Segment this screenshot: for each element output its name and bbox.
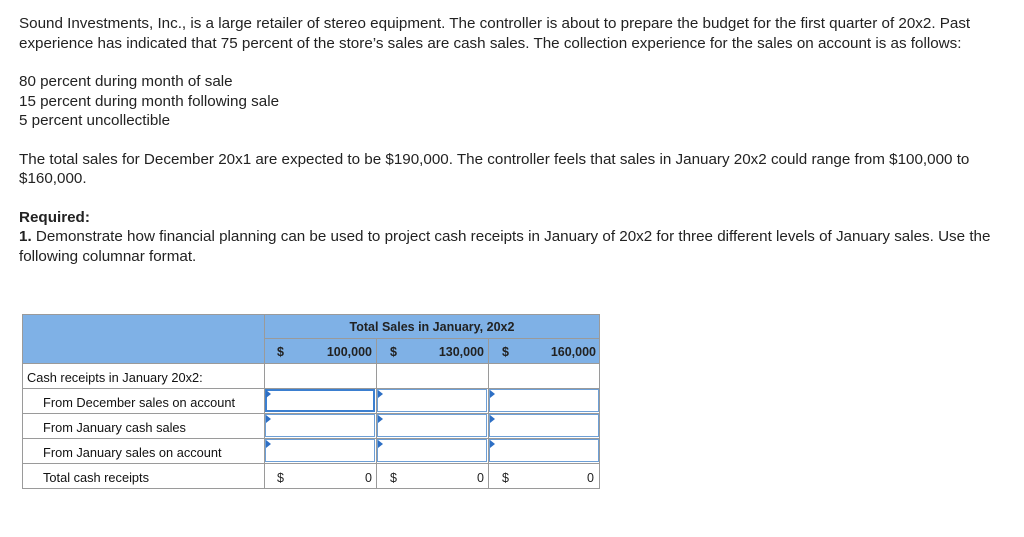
grid-line — [22, 463, 600, 464]
input-marker-icon — [266, 415, 271, 423]
january-on-account-input-130000[interactable] — [377, 439, 487, 462]
grid-line — [22, 363, 600, 364]
column-amount: 130,000 — [438, 345, 484, 359]
input-marker-icon — [378, 440, 383, 448]
required-number: 1. — [19, 228, 32, 245]
column-amount: 100,000 — [326, 345, 372, 359]
section-label: Cash receipts in January 20x2: — [27, 370, 203, 385]
sales-paragraph: The total sales for December 20x1 are expected to be $190,000. The controller feels that sales in January 20x2 could range from $100,000 to $160,000. — [19, 150, 970, 187]
problem-text — [19, 14, 1011, 266]
input-marker-icon — [266, 440, 271, 448]
collection-item: 5 percent uncollectible — [19, 112, 171, 129]
grid-line — [22, 488, 600, 489]
december-on-account-input-130000[interactable] — [377, 389, 487, 412]
column-amount: 160,000 — [550, 345, 596, 359]
total-dollar-sign: $ — [277, 471, 284, 485]
january-cash-sales-input-130000[interactable] — [377, 414, 487, 437]
january-on-account-input-160000[interactable] — [489, 439, 599, 462]
total-value: 0 — [587, 471, 594, 485]
column-group-title: Total Sales in January, 20x2 — [349, 320, 515, 334]
input-marker-icon — [490, 440, 495, 448]
collection-list — [19, 72, 1011, 131]
grid-line — [22, 314, 600, 315]
row-label-january-cash-sales: From January cash sales — [43, 420, 186, 435]
input-marker-icon — [266, 390, 271, 398]
cash-receipts-table — [22, 314, 600, 489]
december-on-account-input-160000[interactable] — [489, 389, 599, 412]
column-dollar-sign: $ — [277, 345, 284, 359]
column-dollar-sign: $ — [502, 345, 509, 359]
input-marker-icon — [490, 415, 495, 423]
january-on-account-input-100000[interactable] — [265, 439, 375, 462]
collection-item: 15 percent during month following sale — [19, 92, 280, 110]
required-heading: Required: — [19, 208, 90, 226]
input-marker-icon — [378, 390, 383, 398]
input-marker-icon — [378, 415, 383, 423]
row-label-december-on-account: From December sales on account — [43, 395, 236, 410]
total-value: 0 — [365, 471, 372, 485]
total-dollar-sign: $ — [502, 471, 509, 485]
december-on-account-input-100000[interactable] — [265, 389, 375, 412]
collection-item: 80 percent during month of sale — [19, 73, 233, 90]
column-dollar-sign: $ — [390, 345, 397, 359]
grid-line — [264, 338, 600, 339]
january-cash-sales-input-160000[interactable] — [489, 414, 599, 437]
row-label-january-on-account: From January sales on account — [43, 445, 222, 460]
total-dollar-sign: $ — [390, 471, 397, 485]
required-item — [19, 227, 1011, 266]
input-marker-icon — [490, 390, 495, 398]
required-text: Demonstrate how financial planning can be used to project cash receipts in January of 20x2 for three different levels of January sales. Use the following columnar format. — [19, 228, 991, 265]
row-label-total-cash-receipts: Total cash receipts — [43, 470, 149, 485]
total-value: 0 — [477, 471, 484, 485]
january-cash-sales-input-100000[interactable] — [265, 414, 375, 437]
problem-intro: Sound Investments, Inc., is a large retailer of stereo equipment. The controller is about to prepare the budget for the first quarter of 20x2. Past experience has indicated that 75 percent of the store’s sales are cash sales. The collection experience for the sales on account is as follows: — [19, 15, 971, 52]
